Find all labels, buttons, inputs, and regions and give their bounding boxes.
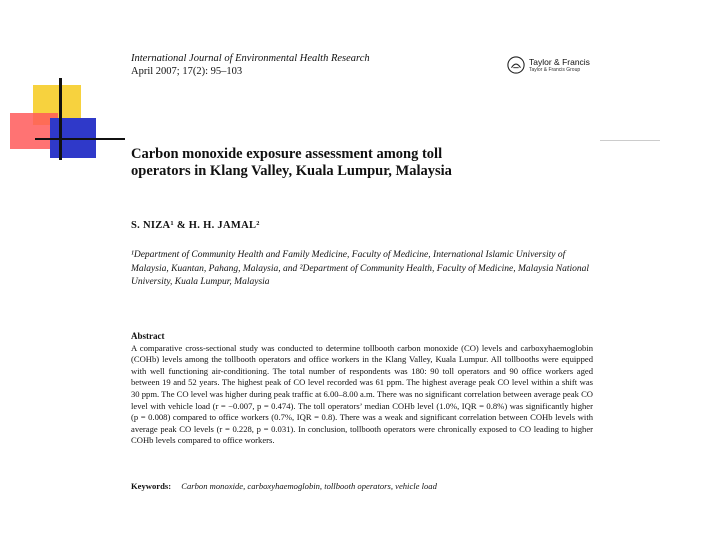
decor-horizontal-line xyxy=(35,138,125,140)
affiliation: ¹Department of Community Health and Family Medicine, Faculty of Medicine, International Islamic University of Malaysia, Kuantan, Pahang, Malaysia, and ²Department of Community Health, Faculty of Medicine, Malaysia National University, Kuala Lumpur, Malaysia xyxy=(131,250,589,287)
journal-name: International Journal of Environmental Health Research xyxy=(131,53,370,64)
decor-vertical-line xyxy=(59,78,62,160)
taylor-francis-logo-icon xyxy=(507,56,525,74)
authors: S. NIZA¹ & H. H. JAMAL² xyxy=(131,220,260,231)
keywords-values: Carbon monoxide, carboxyhaemoglobin, tollbooth operators, vehicle load xyxy=(181,481,437,491)
title-line-2: operators in Klang Valley, Kuala Lumpur, Malaysia xyxy=(131,163,452,179)
abstract-text: A comparative cross-sectional study was conducted to determine tollbooth carbon monoxide (CO) levels and carboxyhaemoglobin (COHb) levels among the tollbooth operators and office workers in the Klang Valley, Kuala Lumpur. All tollbooths were equipped with well functioning air-conditioning. The total number of respondents was 180: 90 toll operators and 90 office workers aged between 19 and 52 years. The highest peak of CO level recorded was 61 ppm. The highest average peak CO level within a shift was 30 ppm. The CO level was higher during peak traffic at 6.00–8.00 a.m. There was no significant correlation between average peak CO level with vehicle load (r = −0.007, p = 0.474). The toll operators’ median COHb level (1.0%, IQR = 0.8%) was significantly higher (p = 0.008) compared to office workers (0.7%, IQR = 0.8). There was a weak and significant correlation between COHb levels with average peak CO levels (r = 0.228, p = 0.031). In conclusion, tollbooth operators were chronically exposed to CO leading to higher COHb levels compared to office workers. xyxy=(131,342,594,446)
publisher-logo xyxy=(507,56,590,74)
keywords-label: Keywords: xyxy=(131,481,172,491)
abstract xyxy=(131,331,593,447)
publisher-name: Taylor & Francis xyxy=(529,56,590,67)
paper-title xyxy=(131,146,591,180)
journal-issue: April 2007; 17(2): 95–103 xyxy=(131,66,243,77)
decor-rule xyxy=(600,140,660,141)
abstract-heading: Abstract xyxy=(131,331,165,341)
keywords xyxy=(131,481,593,491)
journal-header xyxy=(131,52,370,78)
publisher-sub: Taylor & Francis Group xyxy=(529,66,581,73)
title-line-1: Carbon monoxide exposure assessment among toll xyxy=(131,146,443,162)
